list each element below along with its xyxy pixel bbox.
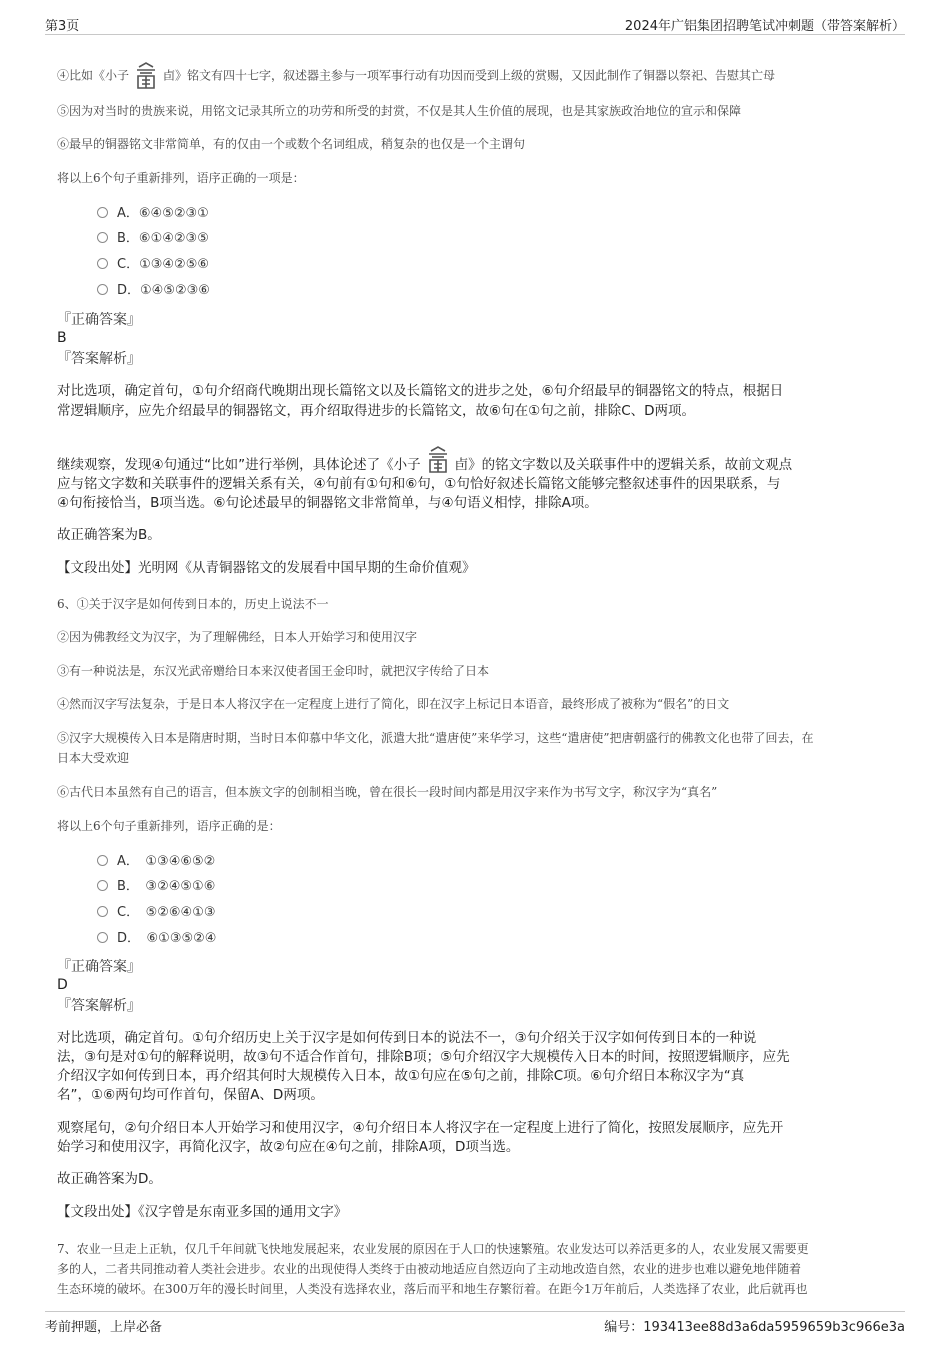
radio-icon[interactable] [97, 855, 108, 866]
q5-source: 【文段出处】光明网《从青铜器铭文的发展看中国早期的生命价值观》 [57, 560, 476, 576]
ancient-character-glyph [131, 62, 161, 90]
q6-sentence-2: ②因为佛教经文为汉字，为了理解佛经，日本人开始学习和使用汉字 [57, 630, 418, 644]
q5-analysis-line: 常逻辑顺序，应先介绍最早的铜器铭文，再介绍取得进步的长篇铭文，故⑥句在①句之前，排除C、D两项。 [57, 403, 696, 419]
q6-option-d[interactable]: D． ⑥①③⑤②④ [97, 930, 216, 948]
document-title: 2024年广铝集团招聘笔试冲刺题（带答案解析） [624, 19, 905, 34]
q5-prompt: 将以上6个句子重新排列，语序正确的一项是： [57, 171, 305, 185]
q6-source: 【文段出处】《汉字曾是东南亚多国的通用文字》 [57, 1204, 348, 1220]
q6-option-c[interactable]: C． ⑤②⑥④①③ [97, 904, 216, 922]
q5-analysis-line: 应与铭文字数和关联事件的逻辑关系有关，④句前有①句和⑥句，①句恰好叙述长篇铭文能够完整叙述事件的因果联系，与 [57, 476, 781, 492]
q7-line: 多的人，二者共同推动着人类社会进步。农业的出现使得人类终于由被动地适应自然迈向了主动地改造自然，农业的进步也难以避免地伴随着 [57, 1262, 802, 1276]
q6-answer: D [57, 977, 68, 993]
q6-analysis-line: 对比选项，确定首句。①句介绍历史上关于汉字是如何传到日本的说法不一，③句介绍关于汉字如何传到日本的一种说 [57, 1030, 757, 1046]
q5-analysis-line: 对比选项，确定首句，①句介绍商代晚期出现长篇铭文以及长篇铭文的进步之处，⑥句介绍最早的铜器铭文的特点，根据日 [57, 383, 784, 399]
q5-answer: B [57, 330, 67, 346]
radio-icon[interactable] [97, 232, 108, 243]
radio-icon[interactable] [97, 880, 108, 891]
q6-analysis-label: 『答案解析』 [57, 998, 141, 1014]
q5-analysis-line: ④句衔接恰当，B项当选。⑥句论述最早的铜器铭文非常简单，与④句语义相悖，排除A项。 [57, 495, 598, 511]
q6-sentence-6: ⑥古代日本虽然有自己的语言，但本族文字的创制相当晚，曾在很长一段时间内都是用汉字来作为书写文字，称汉字为“真名” [57, 785, 718, 799]
q6-option-a[interactable]: A． ①③④⑥⑤② [97, 853, 215, 871]
q6-analysis-line: 名”，①⑥两句均可作首句，保留A、D两项。 [57, 1087, 324, 1103]
q5-sentence-6: ⑥最早的铜器铭文非常简单，有的仅由一个或数个名词组成，稍复杂的也仅是一个主谓句 [57, 137, 526, 151]
q6-sentence-1: 6、①关于汉字是如何传到日本的，历史上说法不一 [57, 597, 329, 611]
q6-sentence-3: ③有一种说法是，东汉光武帝赠给日本来汉使者国王金印时，就把汉字传给了日本 [57, 664, 490, 678]
radio-icon[interactable] [97, 932, 108, 943]
radio-icon[interactable] [97, 284, 108, 295]
q6-analysis-line: 法，③句是对①句的解释说明，故③句不适合作首句，排除B项；⑤句介绍汉字大规模传入日本的时间，按照逻辑顺序，应先 [57, 1049, 790, 1065]
q6-answer-label: 『正确答案』 [57, 959, 141, 975]
q5-option-c[interactable]: C．①③④②⑤⑥ [97, 256, 209, 274]
q5-sentence-4: ④比如《小子 卣》铭文有四十七字，叙述器主参与一项军事行动有功因而受到上级的赏赐，又因此制作了铜器以祭祀、告慰其亡母 [57, 62, 775, 90]
q5-analysis-label: 『答案解析』 [57, 351, 141, 367]
q5-analysis-line: 继续观察，发现④句通过“比如”进行举例，具体论述了《小子 卣》的铭文字数以及关联事件中的逻辑关系，故前文观点 [57, 456, 792, 476]
radio-icon[interactable] [97, 906, 108, 917]
q6-conclusion: 故正确答案为D。 [57, 1171, 162, 1187]
q6-sentence-4: ④然而汉字写法复杂，于是日本人将汉字在一定程度上进行了简化，即在汉字上标记日本语音，最终形成了被称为“假名”的日文 [57, 697, 730, 711]
q6-sentence-5-cont: 日本大受欢迎 [57, 751, 130, 765]
page-number: 第3页 [45, 19, 80, 34]
radio-icon[interactable] [97, 258, 108, 269]
page-footer [45, 1311, 905, 1346]
footer-slogan: 考前押题，上岸必备 [45, 1320, 163, 1335]
page-header [45, 0, 905, 35]
document-id: 编号：193413ee88d3a6da5959659b3c966e3a [604, 1320, 905, 1335]
q6-prompt: 将以上6个句子重新排列，语序正确的是： [57, 819, 281, 833]
q6-option-b[interactable]: B． ③②④⑤①⑥ [97, 878, 215, 896]
ancient-character-glyph [423, 446, 453, 474]
q6-analysis-line: 介绍汉字如何传到日本，再介绍其何时大规模传入日本，故①句应在⑤句之前，排除C项。⑥句介绍日本称汉字为“真 [57, 1068, 745, 1084]
q6-sentence-5: ⑤汉字大规模传入日本是隋唐时期，当时日本仰慕中华文化，派遣大批“遣唐使”来华学习，这些“遣唐使”把唐朝盛行的佛教文化也带了回去，在 [57, 731, 814, 745]
q5-option-d[interactable]: D．①④⑤②③⑥ [97, 282, 210, 300]
radio-icon[interactable] [97, 207, 108, 218]
q5-option-a[interactable]: A．⑥④⑤②③① [97, 205, 209, 223]
q6-analysis-line: 始学习和使用汉字，再简化汉字，故②句应在④句之前，排除A项，D项当选。 [57, 1139, 520, 1155]
q5-sentence-5: ⑤因为对当时的贵族来说，用铭文记录其所立的功劳和所受的封赏，不仅是其人生价值的展现，也是其家族政治地位的宣示和保障 [57, 104, 742, 118]
q5-option-b[interactable]: B．⑥①④②③⑤ [97, 230, 209, 248]
q6-analysis-line: 观察尾句，②句介绍日本人开始学习和使用汉字，④句介绍日本人将汉字在一定程度上进行了简化，按照发展顺序，应先开 [57, 1120, 784, 1136]
q5-answer-label: 『正确答案』 [57, 312, 141, 328]
q5-conclusion: 故正确答案为B。 [57, 527, 161, 543]
q7-line: 7、农业一旦走上正轨，仅几千年间就飞快地发展起来，农业发展的原因在于人口的快速繁殖。农业发达可以养活更多的人，农业发展又需要更 [57, 1242, 809, 1256]
q7-line: 生态环境的破坏。在300万年的漫长时间里，人类没有选择农业，落后而平和地生存繁衍着。在距今1万年前后，人类选择了农业，此后就再也 [57, 1282, 808, 1296]
